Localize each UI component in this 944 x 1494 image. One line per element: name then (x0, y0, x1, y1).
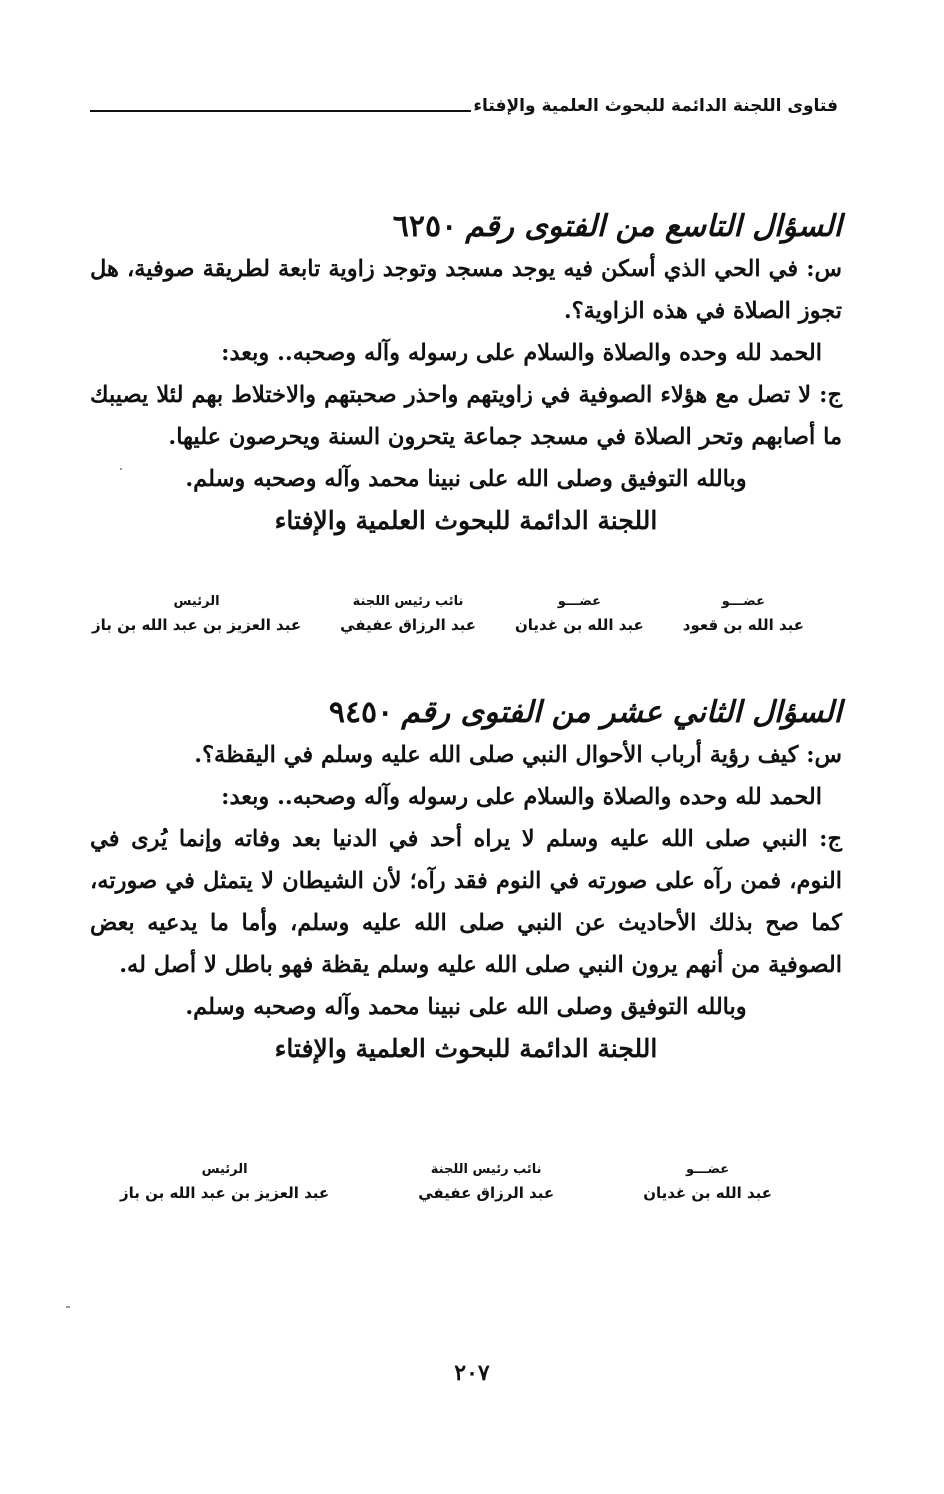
signatory-name: عبد العزيز بن عبد الله بن باز (120, 1184, 330, 1202)
fatwa-1 (90, 206, 842, 542)
signatory-role: نائب رئيس اللجنة (430, 1162, 542, 1177)
fatwa-2-answer: ج: النبي صلى الله عليه وسلم لا يراه أحد في الدنيا بعد وفاته وإنما يُرى في النوم، فمن رآه على صورته في النوم فقد رآه؛ لأن الشيطان لا يتمثل في صورته، كما صح بذلك الأحاديث عن النبي صلى الله عليه وسلم، وأما ما يدعيه بعض الصوفية من أنهم يرون النبي صلى الله عليه وسلم يقظة فهو باطل لا أصل له. (90, 826, 842, 978)
signatory (643, 1160, 772, 1206)
fatwa-1-closing: وبالله التوفيق وصلى الله على نبينا محمد وآله وصحبه وسلم. (185, 466, 747, 492)
fatwa-2-title-text: السؤال الثاني عشر من الفتوى رقم (401, 695, 842, 730)
signatory-role: الرئيس (173, 594, 220, 609)
running-header (90, 96, 838, 116)
fatwa-1-title (90, 206, 842, 248)
signatory-role: عضـــو (721, 594, 765, 609)
signatory-name: عبد العزيز بن عبد الله بن باز (92, 616, 302, 634)
signatory-name: عبد الرزاق عفيفي (340, 616, 476, 634)
signatory-role: نائب رئيس اللجنة (352, 594, 464, 609)
signatory (515, 592, 644, 638)
signatory-role: عضـــو (686, 1162, 730, 1177)
fatwa-2 (90, 692, 842, 1070)
fatwa-1-praise: الحمد لله وحده والصلاة والسلام على رسوله وآله وصحبه.. وبعد: (221, 340, 822, 366)
fatwa-2-praise: الحمد لله وحده والصلاة والسلام على رسوله وآله وصحبه.. وبعد: (221, 784, 822, 810)
fatwa-1-question: س: في الحي الذي أسكن فيه يوجد مسجد وتوجد زاوية تابعة لطريقة صوفية، هل تجوز الصلاة في هذه الزاوية؟. (90, 256, 842, 324)
fatwa-2-number: ٩٤٥٠ (328, 695, 394, 730)
signatory (340, 592, 476, 638)
signatory-name: عبد الرزاق عفيفي (418, 1184, 555, 1202)
scan-speck (120, 468, 122, 470)
signatory-role: عضـــو (557, 594, 601, 609)
fatwa-1-number: ٦٢٥٠ (392, 209, 458, 244)
signatory-name: عبد الله بن غديان (643, 1184, 772, 1202)
fatwa-2-title (90, 692, 842, 734)
signatory (120, 1160, 329, 1206)
scan-speck (66, 1306, 70, 1308)
fatwa-1-title-text: السؤال التاسع من الفتوى رقم (465, 209, 842, 244)
fatwa-1-answer: ج: لا تصل مع هؤلاء الصوفية في زاويتهم واحذر صحبتهم والاختلاط بهم لئلا يصيبك ما أصابهم وتحر الصلاة في مسجد جماعة يتحرون السنة ويحرصون عليها. (90, 382, 842, 450)
fatwa-2-committee: اللجنة الدائمة للبحوث العلمية والإفتاء (274, 1034, 658, 1063)
fatwa-1-committee: اللجنة الدائمة للبحوث العلمية والإفتاء (274, 506, 658, 535)
page-number: ٢٠٧ (454, 1360, 490, 1386)
fatwa-1-signatures (92, 592, 804, 638)
signatory-role: الرئيس (201, 1162, 248, 1177)
signatory-name: عبد الله بن غديان (514, 616, 644, 634)
header-rule (90, 110, 471, 112)
signatory (683, 592, 804, 638)
signatory (92, 592, 301, 638)
fatwa-2-closing: وبالله التوفيق وصلى الله على نبينا محمد وآله وصحبه وسلم. (185, 994, 747, 1020)
signatory-name: عبد الله بن قعود (682, 616, 804, 634)
header-title: فتاوى اللجنة الدائمة للبحوث العلمية والإفتاء (473, 96, 838, 116)
fatwa-2-question: س: كيف رؤية أرباب الأحوال النبي صلى الله عليه وسلم في اليقظة؟. (194, 742, 842, 768)
signatory (418, 1160, 554, 1206)
fatwa-2-signatures (120, 1160, 772, 1206)
